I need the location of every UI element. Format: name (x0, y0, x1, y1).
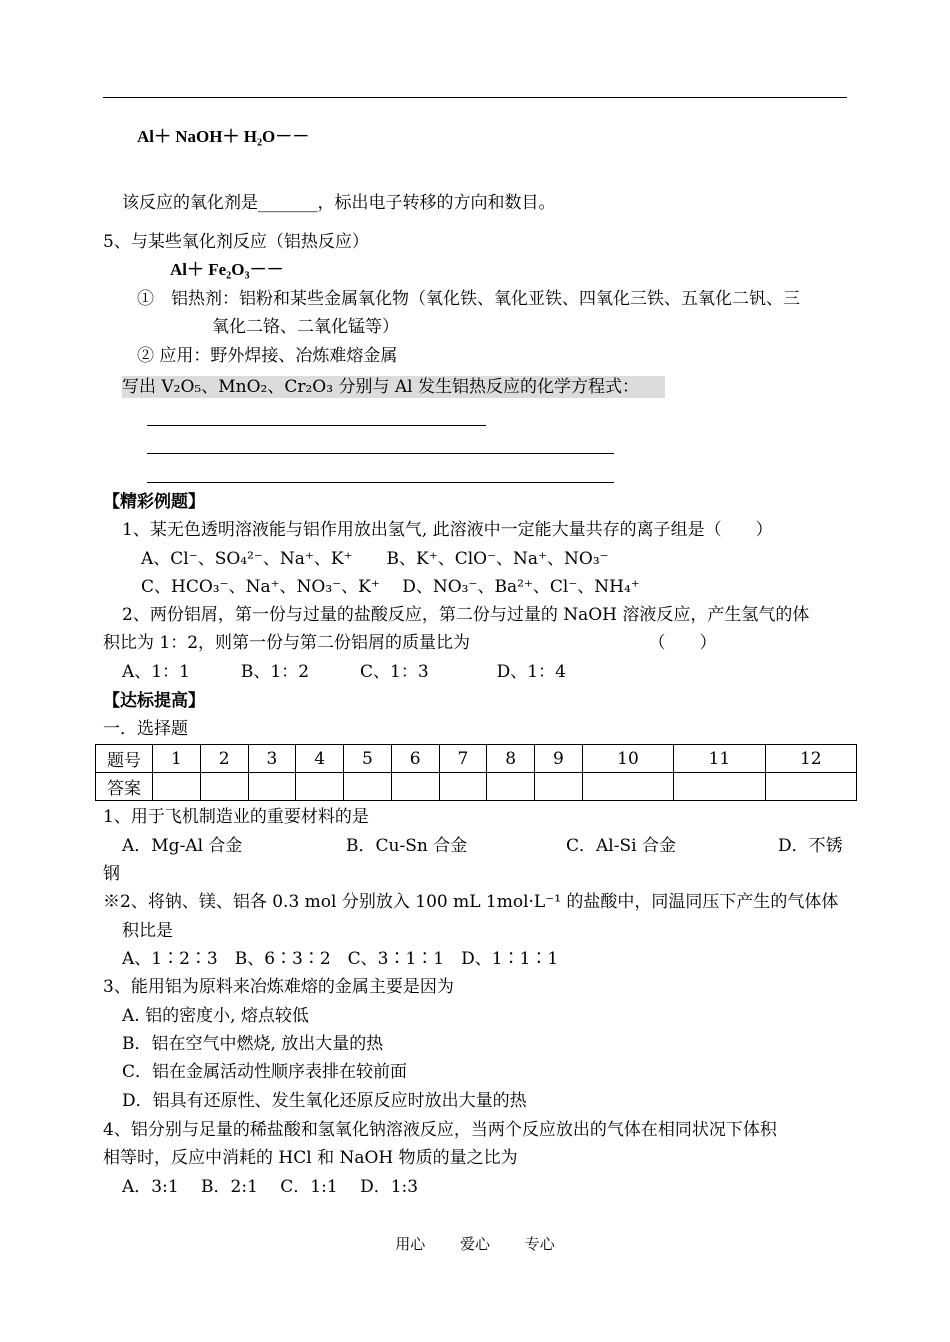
answer-cell[interactable] (153, 773, 201, 801)
table-cell-number: 11 (674, 745, 765, 773)
example-q1-options-ab: A、Cl⁻、SO₄²⁻、Na⁺、K⁺ B、K⁺、ClO⁻、Na⁺、NO₃⁻ (141, 549, 609, 569)
row-label-number: 题号 (96, 745, 153, 773)
question-number-row (96, 745, 857, 773)
oxidant-text-before: 该反应的氧化剂是 (122, 193, 258, 213)
example-q2-line1: 2、两份铝屑，第一份与过量的盐酸反应，第二份与过量的 NaOH 溶液反应，产生氢气的体 (122, 605, 810, 625)
practice-q3-option-c: C．铝在金属活动性顺序表排在较前面 (122, 1062, 408, 1082)
practice-q3: 3、能用铝为原料来冶炼难熔的金属主要是因为 (103, 977, 454, 997)
answer-cell[interactable] (439, 773, 487, 801)
answer-cell[interactable] (487, 773, 535, 801)
answer-cell[interactable] (296, 773, 344, 801)
table-cell-number: 8 (487, 745, 535, 773)
answer-cell[interactable] (344, 773, 392, 801)
table-cell-number: 7 (439, 745, 487, 773)
footer-text-1: 用心 (395, 1235, 426, 1253)
practice-q3-option-a: A. 铝的密度小, 熔点较低 (122, 1006, 309, 1026)
example-q1-options-cd: C、HCO₃⁻、Na⁺、NO₃⁻、K⁺ D、NO₃⁻、Ba²⁺、Cl⁻、NH₄⁺ (141, 577, 640, 597)
thermite-item1-line2: 氧化二铬、二氧化锰等） (212, 317, 399, 337)
practice-q1: 1、用于飞机制造业的重要材料的是 (103, 807, 369, 827)
answer-cell[interactable] (674, 773, 765, 801)
practice-q1-option-a: A．Mg-Al 合金 (122, 836, 243, 856)
table-cell-number: 10 (582, 745, 673, 773)
oxidant-blank: _______ (258, 193, 318, 213)
answer-line-2 (147, 453, 614, 454)
examples-heading: 【精彩例题】 (103, 492, 205, 511)
answer-cell[interactable] (535, 773, 583, 801)
thermite-item1-line1: ① 铝热剂：铝粉和某些金属氧化物（氧化铁、氧化亚铁、四氧化三铁、五氧化二钒、三 (137, 289, 800, 309)
example-q1: 1、某无色透明溶液能与铝作用放出氢气, 此溶液中一定能大量共存的离子组是（ ） (122, 520, 773, 540)
answer-cell[interactable] (765, 773, 856, 801)
practice-q1-option-c: C．Al-Si 合金 (566, 836, 676, 856)
answer-row (96, 773, 857, 801)
reaction-al-fe2o3: Al＋ Fe₂O₃－－ (170, 260, 284, 279)
footer-text-3: 专心 (524, 1235, 555, 1253)
example-q2-line2: 积比为 1：2，则第一份与第二份铝屑的质量比为 （ ） (103, 633, 717, 653)
practice-subheading: 一．选择题 (103, 719, 188, 739)
answer-cell[interactable] (248, 773, 296, 801)
practice-q2-options: A、1∶2∶3 B、6∶3∶2 C、3∶1∶1 D、1∶1∶1 (122, 949, 559, 969)
practice-q1-option-d-cont: 钢 (103, 864, 120, 884)
practice-q4-line1: 4、铝分别与足量的稀盐酸和氢氧化钠溶液反应，当两个反应放出的气体在相同状况下体积 (103, 1120, 777, 1140)
answer-cell[interactable] (582, 773, 673, 801)
practice-heading: 【达标提高】 (103, 691, 205, 710)
oxidant-question (122, 192, 556, 214)
table-cell-number: 12 (765, 745, 856, 773)
practice-q1-option-b: B．Cu-Sn 合金 (346, 836, 468, 856)
answer-line-3 (147, 482, 614, 483)
example-q2-options: A、1：1 B、1：2 C、1：3 D、1：4 (122, 662, 566, 682)
practice-q4-options: A．3:1 B．2:1 C．1:1 D．1:3 (122, 1177, 419, 1197)
oxidant-text-after: ，标出电子转移的方向和数目。 (317, 193, 556, 213)
practice-q3-option-d: D．铝具有还原性、发生氧化还原反应时放出大量的热 (122, 1091, 527, 1111)
thermite-item2: ② 应用：野外焊接、冶炼难熔金属 (137, 346, 398, 366)
practice-q3-option-b: B．铝在空气中燃烧, 放出大量的热 (122, 1034, 384, 1054)
practice-q4-line2: 相等时，反应中消耗的 HCl 和 NaOH 物质的量之比为 (103, 1148, 518, 1168)
table-cell-number: 3 (248, 745, 296, 773)
answer-cell[interactable] (391, 773, 439, 801)
header-rule (103, 97, 847, 98)
table-cell-number: 4 (296, 745, 344, 773)
answer-cell[interactable] (200, 773, 248, 801)
table-cell-number: 1 (153, 745, 201, 773)
reaction-al-naoh: Al＋ NaOH＋ H₂O－－ (137, 127, 310, 146)
practice-q1-option-d: D．不锈 (778, 836, 843, 856)
thermite-task: 写出 V₂O₅、MnO₂、Cr₂O₃ 分别与 Al 发生铝热反应的化学方程式： (122, 376, 665, 398)
table-cell-number: 9 (535, 745, 583, 773)
practice-q2-line1: ※2、将钠、镁、铝各 0.3 mol 分别放入 100 mL 1mol·L⁻¹ 的盐酸中，同温同压下产生的气体体 (103, 892, 839, 912)
footer-text-2: 爱心 (459, 1235, 490, 1253)
table-cell-number: 5 (344, 745, 392, 773)
table-cell-number: 6 (391, 745, 439, 773)
section5-title: 5、与某些氧化剂反应（铝热反应） (103, 232, 369, 252)
practice-q2-line2: 积比是 (122, 921, 173, 941)
row-label-answer: 答案 (96, 773, 153, 801)
page-footer (0, 1233, 950, 1254)
table-cell-number: 2 (200, 745, 248, 773)
answer-line-1 (147, 425, 486, 426)
answer-table (95, 744, 857, 801)
